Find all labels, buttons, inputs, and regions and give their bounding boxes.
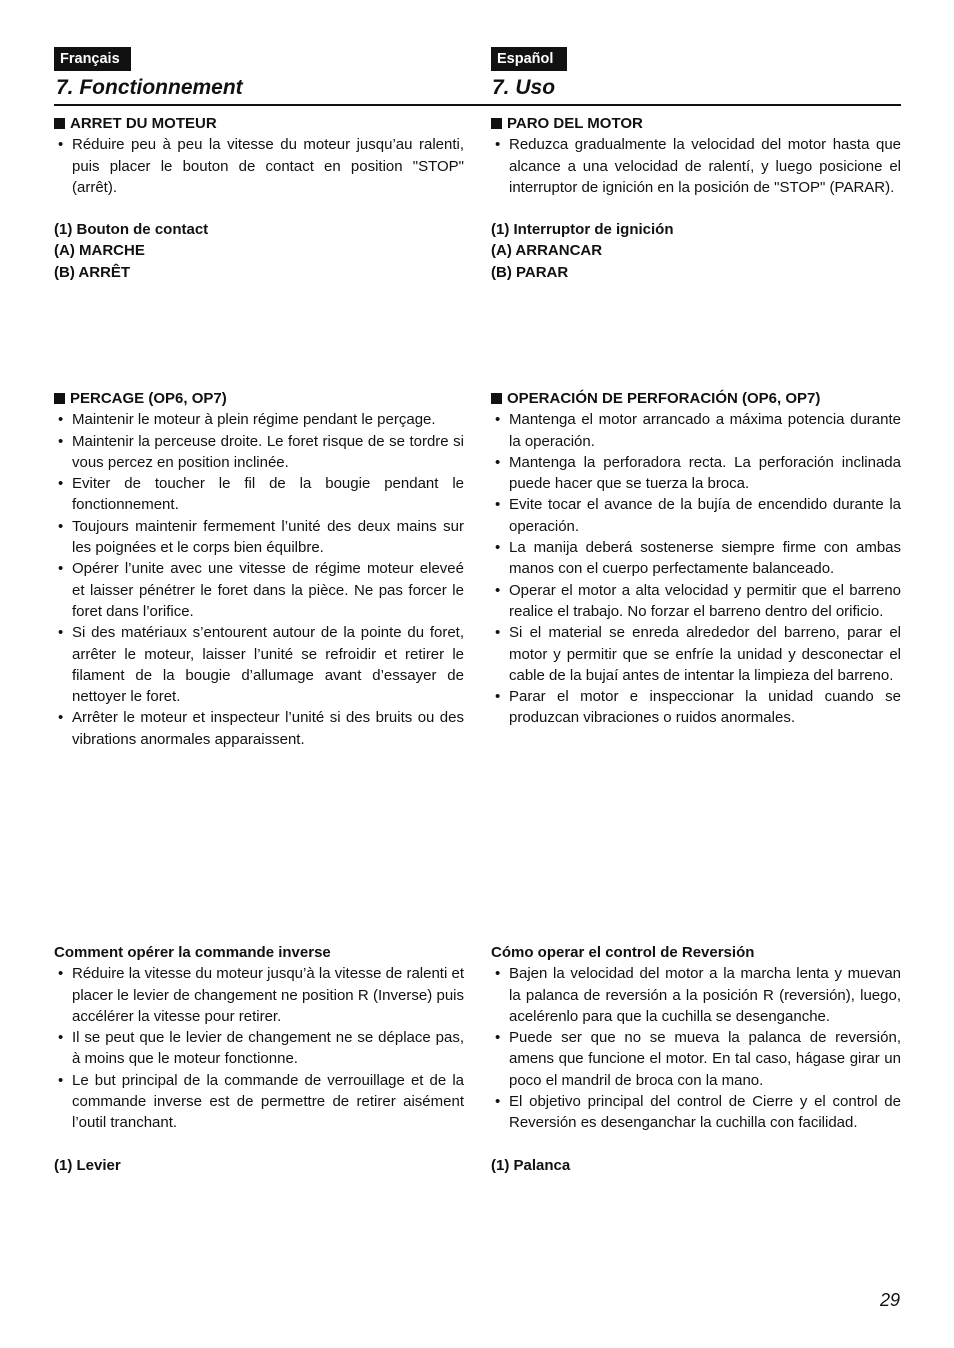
list-item: • Si el material se enreda alrededor del barreno, parar el motor y permitir que se enfríe la unidad y desconectar el cable de la bujaí antes de intentar la limpieza del barreno. [495, 624, 901, 684]
list-item: • Réduire la vitesse du moteur jusqu’à la vitesse de ralenti et placer le levier de changement ne position R (Inverse) puis accélérer la vitesse pour retirer. [58, 965, 464, 1025]
list-item: • La manija deberá sostenerse siempre firme con ambas manos con el cuerpo perfectamente balanceado. [495, 539, 901, 578]
lang-tag-french: Français [54, 47, 131, 71]
list-item: • Maintenir la perceuse droite. Le foret risque de se tordre si vous percez en position inclinée. [58, 432, 464, 471]
list-item: • Toujours maintenir fermement l’unité des deux mains sur les poignées et le corps bien équilbre. [58, 517, 464, 557]
fr-stop-labels [54, 219, 464, 283]
list-item: • Si des matériaux s’entourent autour de la pointe du foret, arrêter le moteur, laisser l’unité se refroidir et retirer le filament de la bougie d’allumage avant d’essayer de nettoyer le foret. [58, 624, 464, 706]
list-item: • Operar el motor a alta velocidad y permitir que el barreno realice el trabajo. No forzar el barreno dentro del orificio. [495, 581, 901, 620]
list-item: • Eviter de toucher le fil de la bougie pendant le fonctionnement. [58, 475, 464, 514]
fr-stop-section [54, 113, 464, 283]
square-bullet-icon [54, 393, 65, 404]
fr-stop-list [54, 134, 464, 198]
figure-label: (A) ARRANCAR [491, 242, 603, 260]
fr-drill-section [54, 388, 464, 750]
chapter-title-french: 7. Fonctionnement [56, 76, 243, 99]
figure-label: (1) Palanca [491, 1156, 571, 1174]
list-item: • Puede ser que no se mueva la palanca de reversión, amens que funcione el motor. En tal caso, hágase girar un poco el mandril de broca con la mano. [495, 1029, 901, 1089]
es-stop-labels [491, 219, 901, 283]
page-number: 29 [879, 1290, 900, 1310]
list-item: • Reduzca gradualmente la velocidad del motor hasta que alcance a una velocidad de ralentí, y luego posicione el interruptor de ignición en la posición de "STOP" (PARAR). [495, 136, 901, 196]
list-item: • Parar el motor e inspeccionar la unidad cuando se produzcan vibraciones o ruidos anormales. [495, 688, 901, 727]
figure-label: (1) Bouton de contact [54, 221, 209, 239]
list-item: • Réduire peu à peu la vitesse du moteur jusqu’au ralenti, puis placer le bouton de contact en position "STOP" (arrêt). [58, 136, 464, 196]
es-stop-heading: PARO DEL MOTOR [491, 113, 901, 134]
square-bullet-icon [491, 393, 502, 404]
es-reverse-heading: Cómo operar el control de Reversión [491, 944, 755, 961]
es-drill-list [491, 409, 901, 728]
figure-label: (B) ARRÊT [54, 263, 131, 281]
lang-tag-spanish: Español [491, 47, 567, 71]
list-item: • Il se peut que le levier de changement ne se déplace pas, à moins que le moteur fonctionne. [58, 1029, 464, 1068]
figure-label: (A) MARCHE [54, 242, 145, 260]
es-drill-heading: OPERACIÓN DE PERFORACIÓN (OP6, OP7) [491, 388, 901, 409]
list-item: • Evite tocar el avance de la bujía de encendido durante la operación. [495, 496, 901, 535]
es-drill-section [491, 388, 901, 729]
chapter-title-spanish: 7. Uso [492, 76, 556, 99]
fr-stop-heading: ARRET DU MOTEUR [54, 113, 464, 134]
list-item: • Maintenir le moteur à plein régime pendant le perçage. [58, 411, 436, 429]
square-bullet-icon [491, 118, 502, 129]
list-item: • Bajen la velocidad del motor a la marcha lenta y muevan la palanca de reversión a la posición R (reversión), luego, acelérenlo para que la cuchilla se desenganche. [495, 965, 901, 1025]
es-reverse-labels [491, 1155, 901, 1176]
list-item: • Le but principal de la commande de verrouillage et de la commande inverse est de permettre de retirer aisément l’outil tranchant. [58, 1071, 464, 1132]
fr-reverse-section [54, 942, 464, 1176]
figure-label: (1) Levier [54, 1156, 121, 1174]
header-rule [54, 104, 901, 106]
es-reverse-list [491, 963, 901, 1133]
list-item: • Mantenga la perforadora recta. La perforación inclinada puede hacer que se tuerza la broca. [495, 453, 901, 493]
figure-label: (1) Interruptor de ignición [491, 221, 674, 239]
fr-drill-list [54, 409, 464, 750]
list-item: • Opérer l’unite avec une vitesse de régime moteur eleveé et laisser pénétrer le foret dans la pièce. Ne pas forcer le foret dans l’orifice. [58, 560, 464, 620]
es-reverse-section [491, 942, 901, 1176]
square-bullet-icon [54, 118, 65, 129]
fr-reverse-heading: Comment opérer la commande inverse [54, 944, 331, 961]
fr-drill-heading: PERCAGE (OP6, OP7) [54, 388, 464, 409]
es-stop-section [491, 113, 901, 283]
fr-reverse-list [54, 963, 464, 1133]
es-stop-list [491, 134, 901, 198]
list-item: • El objetivo principal del control de Cierre y el control de Reversión es desenganchar la cuchilla con facilidad. [495, 1093, 901, 1132]
figure-label: (B) PARAR [491, 263, 569, 281]
list-item: • Arrêter le moteur et inspecteur l’unité si des bruits ou des vibrations anormales apparaissent. [58, 709, 464, 748]
fr-reverse-labels [54, 1155, 464, 1176]
list-item: • Mantenga el motor arrancado a máxima potencia durante la operación. [495, 411, 901, 450]
